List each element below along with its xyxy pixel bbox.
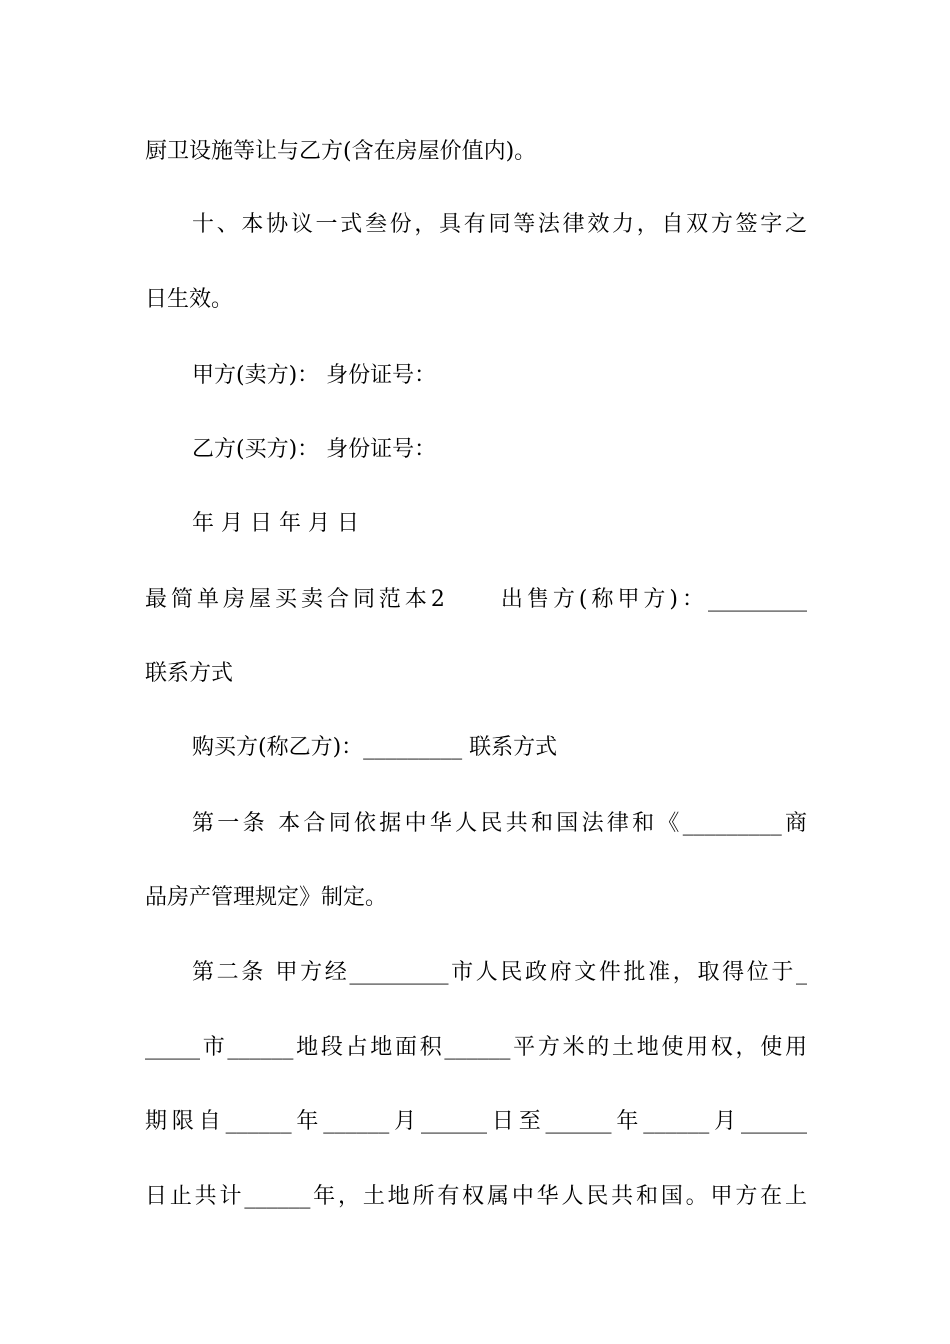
article-two-line: 第二条 甲方经_________市人民政府文件批准，取得位于_	[192, 960, 807, 985]
buyer-line: 购买方(称乙方)：_________ 联系方式	[192, 735, 558, 760]
signature-line-party-b: 乙方(买方)： 身份证号：	[192, 437, 437, 462]
paragraph-line: 十、本协议一式叁份，具有同等法律效力，自双方签字之	[192, 212, 807, 237]
paragraph-line: 期限自______年______月______日至______年______月______	[145, 1109, 807, 1134]
paragraph-line: 品房产管理规定》制定。	[145, 885, 388, 910]
paragraph-line: 日止共计______年，土地所有权属中华人民共和国。甲方在上	[145, 1184, 807, 1209]
paragraph-line: 厨卫设施等让与乙方(含在房屋价值内)。	[145, 139, 537, 164]
paragraph-line: _____市______地段占地面积______平方米的土地使用权，使用	[145, 1035, 807, 1060]
article-one-line: 第一条 本合同依据中华人民共和国法律和《_________商	[192, 811, 807, 836]
paragraph-line: 日生效。	[145, 287, 234, 312]
paragraph-line: 联系方式	[145, 661, 234, 686]
contract-title-line: 最简单房屋买卖合同范本2 出售方(称甲方)：_________	[145, 587, 807, 612]
date-line: 年 月 日 年 月 日	[192, 511, 359, 536]
signature-line-party-a: 甲方(卖方)： 身份证号：	[192, 363, 437, 388]
